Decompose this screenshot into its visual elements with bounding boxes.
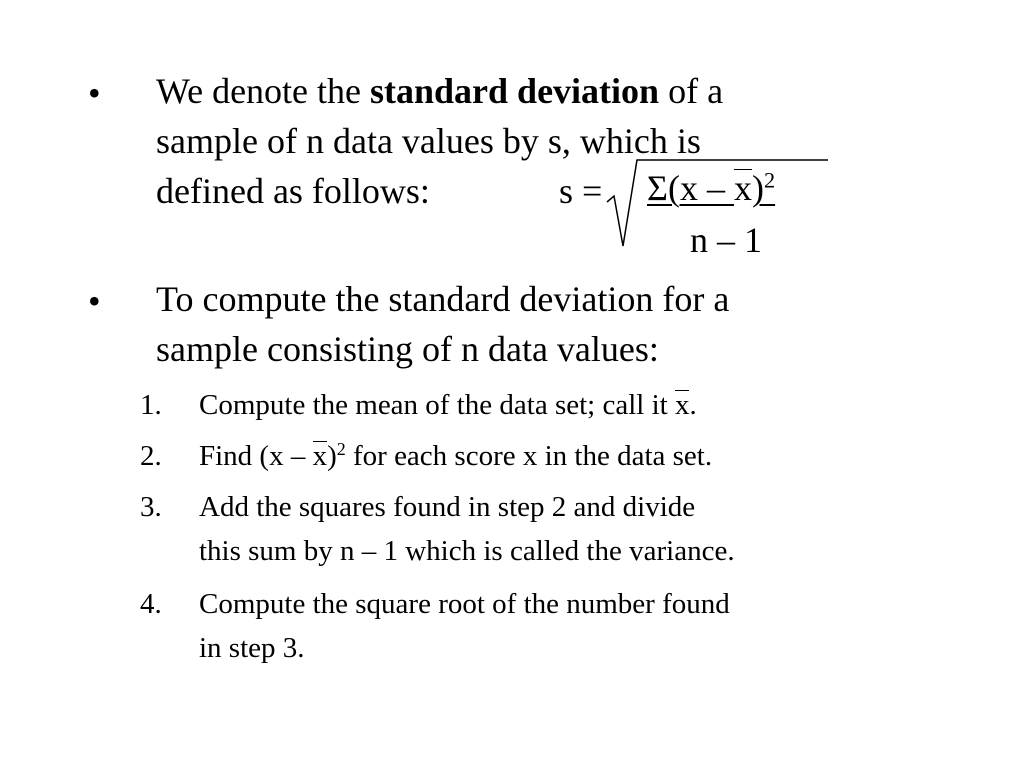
- step-number: 2.: [140, 440, 162, 472]
- step-4-line-1: Compute the square root of the number found: [199, 588, 730, 620]
- step-2-text-pre: Find (x –: [199, 440, 313, 472]
- bullet-marker: •: [88, 73, 101, 113]
- step-2-close-paren: ): [327, 440, 337, 472]
- step-2-text: [199, 439, 713, 472]
- formula-close-paren: ): [751, 168, 764, 208]
- bullet-1-text: of a: [659, 71, 724, 111]
- step-1-text-pre: Compute the mean of the data set; call it: [199, 389, 675, 421]
- bullet-1-text: We denote the: [156, 71, 371, 111]
- bullet-1-line-1: [156, 73, 723, 109]
- step-number: 4.: [140, 588, 162, 620]
- step-2-text-post: for each score x in the data set.: [345, 440, 713, 472]
- step-2-xbar: x: [312, 440, 328, 472]
- formula-numerator: [647, 167, 776, 208]
- bullet-1-line-3: defined as follows:: [156, 171, 430, 211]
- formula-denominator: n – 1: [690, 220, 762, 260]
- step-4-line-2: in step 3.: [199, 632, 305, 664]
- step-1-text-post: .: [689, 389, 697, 421]
- formula-sigma-part: Σ(x –: [647, 168, 734, 208]
- formula-lhs: s =: [559, 171, 603, 211]
- step-1-xbar: x: [674, 389, 690, 421]
- step-3-line-2: this sum by n – 1 which is called the variance.: [199, 535, 735, 567]
- bullet-1-line-2: sample of n data values by s, which is: [156, 121, 701, 161]
- bullet-2-line-2: sample consisting of n data values:: [156, 329, 659, 369]
- step-3-line-1: Add the squares found in step 2 and divide: [199, 491, 696, 523]
- step-1-text: [199, 391, 697, 420]
- bullet-2-line-1: To compute the standard deviation for a: [156, 279, 730, 319]
- step-number: 1.: [140, 389, 162, 421]
- formula-xbar: x: [733, 168, 752, 208]
- formula-exponent: 2: [763, 167, 776, 193]
- step-number: 3.: [140, 491, 162, 523]
- step-2-exponent: 2: [336, 439, 346, 460]
- standard-deviation-term: standard deviation: [370, 71, 660, 111]
- bullet-marker: •: [88, 281, 101, 321]
